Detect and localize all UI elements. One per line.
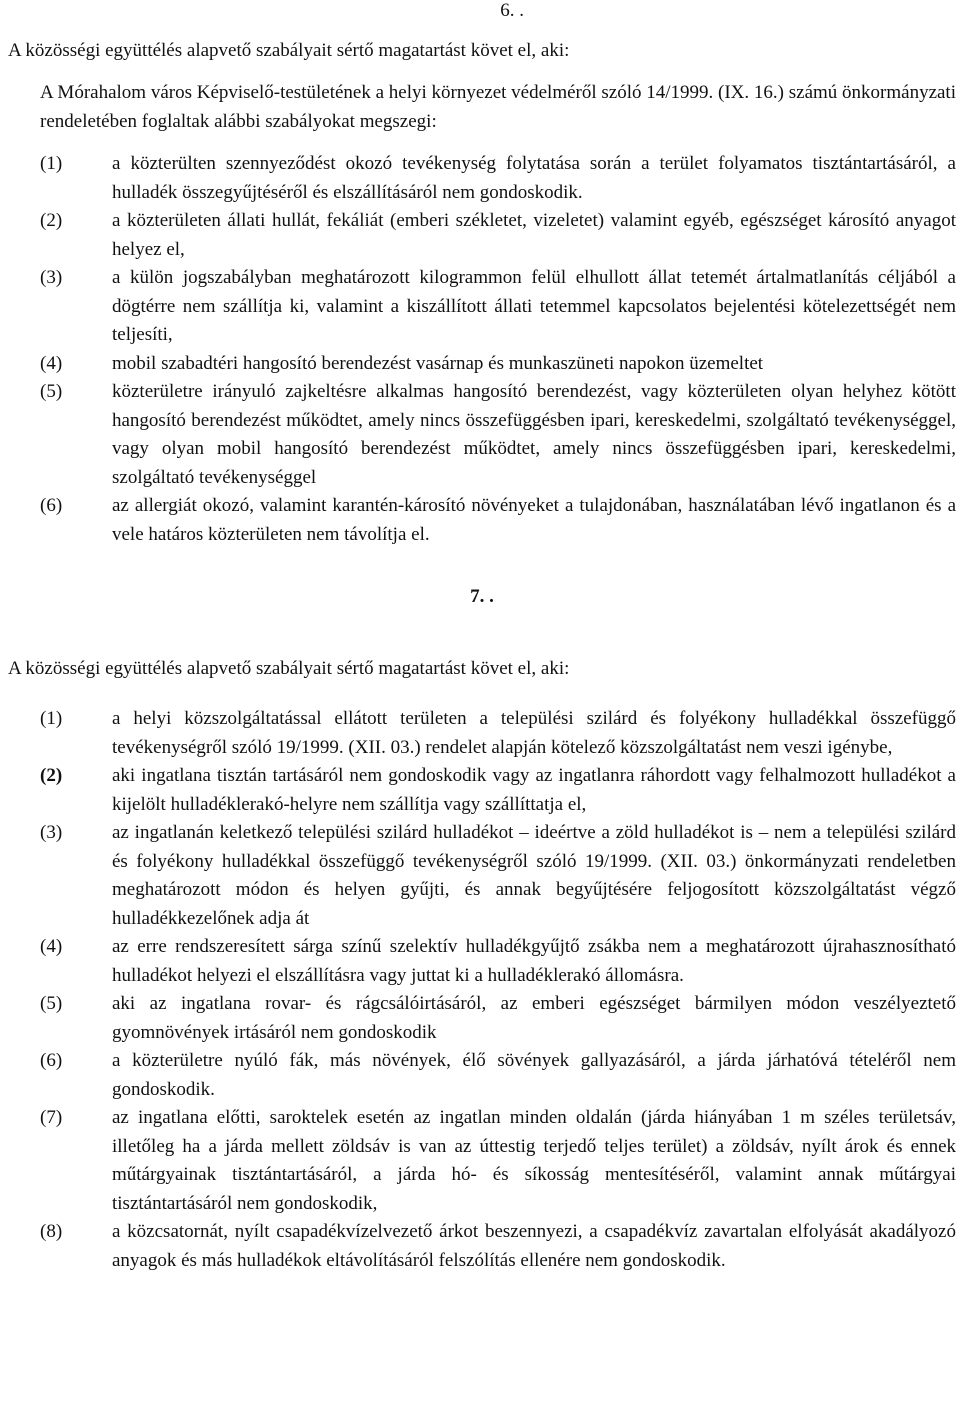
item-text: a közcsatornát, nyílt csapadékvízelvezető árkot beszennyezi, a csapadékvíz zavartalan elfolyását akadályozó anyagok és más hulladékok eltávolításáról felszólítás ellenére nem gondoskodik. <box>112 1221 956 1271</box>
section-7-item-8 <box>40 1218 956 1275</box>
item-number: (7) <box>40 1107 63 1128</box>
section-7-item-4 <box>40 933 956 990</box>
section-6-item-3 <box>40 264 956 350</box>
section-7-item-2 <box>40 762 956 819</box>
section-6-intro: A közösségi együttélés alapvető szabályait sértő magatartást követ el, aki: <box>8 39 570 61</box>
item-text: az ingatlana előtti, saroktelek esetén az ingatlan minden oldalán (járda hiányában 1 m széles területsáv, illetőleg ha a járda mellett zöldsáv is van az úttestig terjedő teljes terület) a zöldsáv, nyílt árok és ennek műtárgyainak tisztántartásáról, a járda hó- és síkosság mentesítéséről, valamint annak műtárgyai tisztántartásáról nem gondoskodik, <box>112 1107 956 1214</box>
section-6-item-6 <box>40 492 956 549</box>
section-6-item-1 <box>40 150 956 207</box>
section-6-preamble: A Mórahalom város Képviselő-testületének a helyi környezet védelméről szóló 14/1999. (IX. 16.) számú önkormányzati rendeletében foglaltak alábbi szabályokat megszegi: <box>40 82 956 132</box>
item-text: az allergiát okozó, valamint karantén-károsító növényeket a tulajdonában, használatában lévő ingatlanon és a vele határos közterületen nem távolítja el. <box>112 495 956 545</box>
section-7-item-1 <box>40 705 956 762</box>
item-number: (2) <box>40 765 63 786</box>
section-6-item-2 <box>40 207 956 264</box>
item-number: (3) <box>40 822 63 843</box>
item-text: a közterületre nyúló fák, más növények, élő sövények gallyazásáról, a járda járhatóvá tételéről nem gondoskodik. <box>112 1050 956 1100</box>
item-number: (5) <box>40 993 63 1014</box>
item-number: (8) <box>40 1221 63 1242</box>
item-text: a külön jogszabályban meghatározott kilogrammon felül elhullott állat tetemét ártalmatlanítás céljából a dögtérre nem szállítja ki, valamint a kiszállított állati tetemmel kapcsolatos bejelentési kötelezettségét nem teljesíti, <box>112 267 956 345</box>
section-7-item-6 <box>40 1047 956 1104</box>
section-7-item-7 <box>40 1104 956 1218</box>
item-text: aki ingatlana tisztán tartásáról nem gondoskodik vagy az ingatlanra ráhordott vagy felhalmozott hulladékot a kijelölt hulladéklerakó-helyre nem szállítja vagy szállíttatja el, <box>112 765 956 815</box>
item-text: az erre rendszeresített sárga színű szelektív hulladékgyűjtő zsákba nem a meghatározott újrahasznosítható hulladékot helyezi el elszállításra vagy juttat ki a hulladéklerakó állomásra. <box>112 936 956 986</box>
item-text: az ingatlanán keletkező települési szilárd hulladékot – ideértve a zöld hulladékot is – nem a települési szilárd és folyékony hulladékkal összefüggő tevékenységről szóló 19/1999. (XII. 03.) önkormányzati rendeletben meghatározott módon és helyen gyűjti, és annak begyűjtésére feljogosított közszolgáltatást végző hulladékkezelőnek adja át <box>112 822 956 929</box>
item-text: mobil szabadtéri hangosító berendezést vasárnap és munkaszüneti napokon üzemeltet <box>112 352 764 374</box>
item-text: a helyi közszolgáltatással ellátott területen a települési szilárd és folyékony hulladékkal összefüggő tevékenységről szóló 19/1999. (XII. 03.) rendelet alapján kötelező közszolgáltatást nem veszi igénybe, <box>112 708 956 758</box>
section-6-item-4 <box>40 350 956 379</box>
item-number: (6) <box>40 495 63 516</box>
item-number: (3) <box>40 267 63 288</box>
item-text: közterületre irányuló zajkeltésre alkalmas hangosító berendezést, vagy közterületen olyan helyhez kötött hangosító berendezést működtet, amely nincs összefüggésben ipari, kereskedelmi, szolgáltató tevékenységgel, vagy olyan mobil hangosító berendezést működtet, amely nincs összefüggésben ipari, kereskedelmi, szolgáltató tevékenységgel <box>112 381 956 488</box>
item-number: (1) <box>40 153 63 174</box>
item-number: (4) <box>40 936 63 957</box>
section-7-title: 7. . <box>470 586 494 607</box>
section-7-intro: A közösségi együttélés alapvető szabályait sértő magatartást követ el, aki: <box>8 657 570 679</box>
item-number: (2) <box>40 210 63 231</box>
item-text: aki az ingatlana rovar- és rágcsálóirtásáról, az emberi egészséget bármilyen módon veszélyeztető gyomnövények irtásáról nem gondoskodik <box>112 993 956 1043</box>
item-number: (6) <box>40 1050 63 1071</box>
item-text: a közterülten szennyeződést okozó tevékenység folytatása során a terület folyamatos tisztántartásáról, a hulladék összegyűjtéséről és elszállításáról nem gondoskodik. <box>112 153 956 203</box>
section-7-list <box>8 705 956 1275</box>
item-number: (1) <box>40 708 63 729</box>
section-6-item-5 <box>40 378 956 492</box>
section-6-title: 6. . <box>500 0 524 21</box>
item-number: (5) <box>40 381 63 402</box>
item-text: a közterületen állati hullát, fekáliát (emberi székletet, vizeletet) valamint egyéb, egészséget károsító anyagot helyez el, <box>112 210 956 260</box>
section-6-list <box>8 150 956 549</box>
section-7-item-5 <box>40 990 956 1047</box>
section-7-item-3 <box>40 819 956 933</box>
item-number: (4) <box>40 352 63 374</box>
